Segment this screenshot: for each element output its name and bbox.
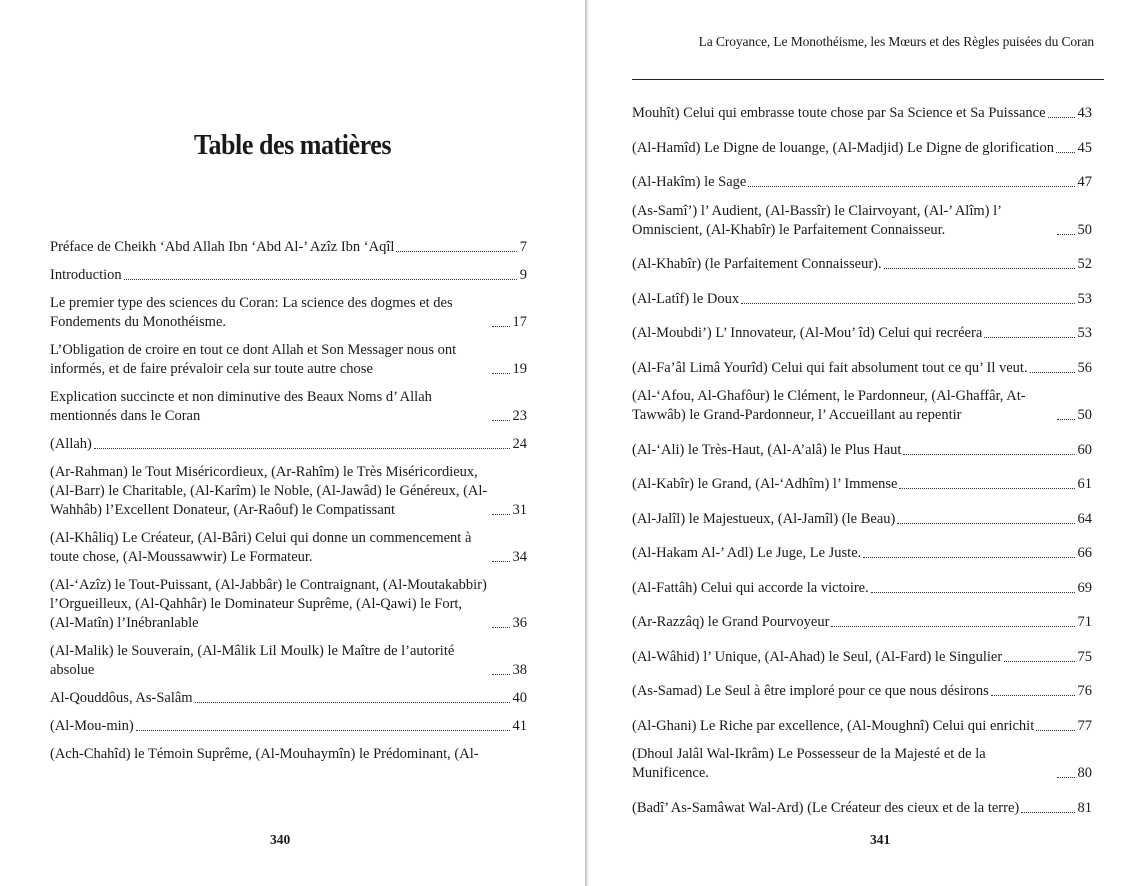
toc-entry — [50, 266, 527, 285]
toc-entry-page: 56 — [1077, 359, 1092, 376]
toc-entry-page: 24 — [512, 436, 527, 452]
dot-leader — [492, 561, 510, 562]
dot-leader — [396, 251, 516, 252]
toc-entry-title: Introduction — [50, 267, 122, 283]
toc-entry-title: (As-Samad) Le Seul à être imploré pour ce que nous désirons — [632, 683, 989, 699]
dot-leader — [1057, 777, 1075, 778]
dot-leader — [984, 337, 1074, 338]
toc-entry-title: (Al-Hamîd) Le Digne de louange, (Al-Madjid) Le Digne de glorification — [632, 139, 1054, 156]
toc-entry — [632, 745, 1092, 783]
toc-entry-title: (Al-Latîf) le Doux — [632, 290, 740, 307]
dot-leader — [991, 695, 1075, 696]
page-number-left: 340 — [270, 832, 291, 847]
toc-entry — [50, 717, 527, 736]
toc-entry-page: 50 — [1077, 407, 1092, 423]
toc-entry-title: (Allah) — [50, 436, 92, 452]
toc-entry-title: (Al-Wâhid) l’ Unique, (Al-Ahad) le Seul, (Al-Fard) le Singulier — [632, 648, 1003, 665]
toc-entry — [50, 463, 527, 520]
toc-entry-title: (Al-Hakîm) le Sage — [632, 174, 747, 190]
toc-entry-title: (Badî’ As-Samâwat Wal-Ard) (Le Créateur des cieux et de la terre) — [632, 799, 1020, 816]
toc-entry-page: 7 — [519, 239, 527, 255]
toc-entry-title: (Al-‘Ali) le Très-Haut, (Al-A’alâ) le Plus Haut — [632, 441, 902, 458]
toc-entry — [632, 133, 1092, 158]
dot-leader — [195, 702, 510, 703]
toc-entry-page: 61 — [1077, 476, 1092, 492]
toc-entry-page: 31 — [512, 502, 527, 518]
dot-leader — [492, 627, 510, 628]
toc-entry-title: (Al-Fa’âl Limâ Yourîd) Celui qui fait absolument tout ce qu’ Il veut. — [632, 359, 1028, 376]
toc-entry-title: (Ar-Rahman) le Tout Miséricordieux, (Ar-Rahîm) le Très Miséricordieux, (Al-Barr) le Charitable, (Al-Karîm) le Noble, (Al-Jawâd) le Généreux, (Al-Wahhâb) l’Excellent Donateur, (Ar-Raôuf) le Compatissant — [50, 464, 488, 518]
toc-entry-page: 43 — [1077, 105, 1092, 121]
toc-entry — [50, 388, 527, 426]
toc-entry — [632, 249, 1092, 274]
toc-entry-title: (Ar-Razzâq) le Grand Pourvoyeur — [632, 614, 830, 630]
dot-leader — [903, 454, 1074, 455]
toc-entry — [632, 435, 1092, 460]
dot-leader — [871, 592, 1075, 593]
dot-leader — [94, 448, 510, 449]
toc-entry-page: 34 — [512, 549, 527, 565]
toc-entry — [632, 469, 1092, 494]
toc-entry-title: (Al-Khabîr) (le Parfaitement Connaisseur). — [632, 256, 882, 272]
dot-leader — [1021, 812, 1074, 813]
toc-entry — [50, 642, 527, 680]
toc-entry-title: Explication succincte et non diminutive des Beaux Noms d’ Allah mentionnés dans le Coran — [50, 389, 432, 424]
toc-entry-title: Préface de Cheikh ‘Abd Allah Ibn ‘Abd Al-’ Azîz Ibn ‘Aqîl — [50, 239, 395, 255]
toc-entry — [632, 284, 1092, 309]
toc-entry-page: 76 — [1077, 683, 1092, 699]
dot-leader — [1004, 661, 1074, 662]
toc-entry — [632, 573, 1092, 598]
toc-entry-page: 41 — [512, 718, 527, 734]
toc-entry-page: 71 — [1077, 614, 1092, 630]
toc-entry-page: 36 — [512, 615, 527, 631]
toc-entry — [632, 387, 1092, 425]
toc-entry-page: 17 — [512, 314, 527, 330]
toc-entry — [50, 435, 527, 454]
toc-entry — [632, 793, 1092, 818]
toc-entry-page: 53 — [1077, 325, 1092, 341]
toc-entry-page: 52 — [1077, 256, 1092, 272]
dot-leader — [1048, 117, 1075, 118]
toc-entry — [50, 529, 527, 567]
toc-entry-page: 81 — [1077, 799, 1092, 816]
page-number-right: 341 — [870, 832, 891, 847]
toc-entry-page: 40 — [512, 690, 527, 706]
toc-entry-title: (Al-Hakam Al-’ Adl) Le Juge, Le Juste. — [632, 545, 862, 561]
dot-leader — [1030, 372, 1075, 373]
toc-entry — [632, 676, 1092, 701]
toc-entry-title: (Al-Fattâh) Celui qui accorde la victoire. — [632, 579, 869, 596]
toc-entry-page: 53 — [1077, 290, 1092, 307]
toc-entry-page: 38 — [512, 662, 527, 678]
toc-entry-title: Le premier type des sciences du Coran: La science des dogmes et des Fondements du Monothéisme. — [50, 295, 453, 330]
toc-entry-page: 23 — [512, 408, 527, 424]
toc-entry — [632, 711, 1092, 736]
dot-leader — [741, 303, 1074, 304]
dot-leader — [1057, 234, 1075, 235]
dot-leader — [884, 268, 1075, 269]
toc-list-right — [632, 98, 1092, 827]
toc-entry — [632, 607, 1092, 632]
right-page — [588, 0, 1144, 886]
toc-entry — [50, 341, 527, 379]
dot-leader — [492, 420, 510, 421]
toc-entry-page: 50 — [1077, 221, 1092, 238]
toc-entry-title: Mouhît) Celui qui embrasse toute chose par Sa Science et Sa Puissance — [632, 105, 1046, 121]
toc-entry-page: 47 — [1077, 174, 1092, 190]
dot-leader — [831, 626, 1074, 627]
toc-entry — [632, 202, 1092, 240]
toc-entry — [632, 167, 1092, 192]
toc-entry-title: (As-Samî’) l’ Audient, (Al-Bassîr) le Clairvoyant, (Al-’ Alîm) l’ Omniscient, (Al-Khabîr) le Parfaitement Connaisseur. — [632, 202, 1001, 238]
toc-list-left — [50, 238, 527, 773]
dot-leader — [492, 514, 510, 515]
toc-entry-title: (Al-Khâliq) Le Créateur, (Al-Bâri) Celui qui donne un commencement à toute chose, (Al-Moussawwir) Le Formateur. — [50, 530, 472, 565]
toc-entry-page: 77 — [1077, 717, 1092, 734]
toc-entry-title: (Al-Kabîr) le Grand, (Al-‘Adhîm) l’ Immense — [632, 476, 898, 492]
dot-leader — [124, 279, 517, 280]
dot-leader — [492, 373, 510, 374]
toc-entry — [632, 538, 1092, 563]
toc-entry — [50, 238, 527, 257]
dot-leader — [748, 186, 1074, 187]
dot-leader — [136, 730, 510, 731]
toc-entry-page: 69 — [1077, 579, 1092, 596]
toc-entry — [632, 642, 1092, 667]
dot-leader — [492, 674, 510, 675]
page-title: Table des matières — [193, 130, 392, 161]
toc-entry — [632, 504, 1092, 529]
toc-entry-title: (Dhoul Jalâl Wal-Ikrâm) Le Possesseur de la Majesté et de la Munificence. — [632, 746, 986, 781]
toc-entry-page: 80 — [1077, 765, 1092, 781]
dot-leader — [1056, 152, 1075, 153]
toc-entry-title: (Al-Jalîl) le Majestueux, (Al-Jamîl) (le Beau) — [632, 510, 896, 527]
toc-entry-page: 9 — [519, 267, 527, 283]
toc-entry — [50, 294, 527, 332]
toc-entry-page: 60 — [1077, 441, 1092, 458]
toc-entry-page: 66 — [1077, 545, 1092, 561]
toc-entry — [632, 318, 1092, 343]
header-rule — [632, 79, 1104, 80]
toc-entry-title: (Al-Malik) le Souverain, (Al-Mâlik Lil Moulk) le Maître de l’autorité absolue — [50, 643, 455, 678]
toc-entry — [50, 745, 527, 764]
dot-leader — [899, 488, 1074, 489]
toc-entry-page: 19 — [512, 361, 527, 377]
running-head: La Croyance, Le Monothéisme, les Mœurs et des Règles puisées du Coran — [698, 34, 1094, 49]
toc-entry-title: L’Obligation de croire en tout ce dont Allah et Son Messager nous ont informés, et de faire prévaloir cela sur toute autre chose — [50, 342, 457, 377]
toc-entry-title: (Al-Mou-min) — [50, 718, 134, 734]
toc-entry-title: (Al-‘Afou, Al-Ghafôur) le Clément, le Pardonneur, (Al-Ghaffâr, At-Tawwâb) le Grand-Pardonneur, l’ Accueillant au repentir — [632, 388, 1026, 423]
toc-entry-title: Al-Qouddôus, As-Salâm — [50, 690, 193, 706]
toc-entry-page: 64 — [1077, 510, 1092, 527]
toc-entry — [632, 98, 1092, 123]
toc-entry-title: (Al-Moubdi’) L’ Innovateur, (Al-Mou’ îd) Celui qui recréera — [632, 325, 983, 341]
dot-leader — [1036, 730, 1074, 731]
dot-leader — [897, 523, 1074, 524]
toc-entry-title: (Al-Ghani) Le Riche par excellence, (Al-Moughnî) Celui qui enrichit — [632, 717, 1035, 734]
dot-leader — [863, 557, 1074, 558]
toc-entry — [632, 353, 1092, 378]
dot-leader — [492, 326, 510, 327]
toc-entry-page: 45 — [1077, 139, 1092, 156]
toc-entry — [50, 576, 527, 633]
dot-leader — [1057, 419, 1075, 420]
toc-entry — [50, 689, 527, 708]
toc-entry-page: 75 — [1077, 648, 1092, 665]
toc-entry-title: (Al-‘Azîz) le Tout-Puissant, (Al-Jabbâr) le Contraignant, (Al-Moutakabbir) l’Orgueilleux, (Al-Qahhâr) le Dominateur Suprême, (Al-Qawi) le Fort, (Al-Matîn) l’Inébranlable — [50, 577, 487, 631]
toc-entry-title: (Ach-Chahîd) le Témoin Suprême, (Al-Mouhaymîn) le Prédominant, (Al- — [50, 746, 479, 762]
